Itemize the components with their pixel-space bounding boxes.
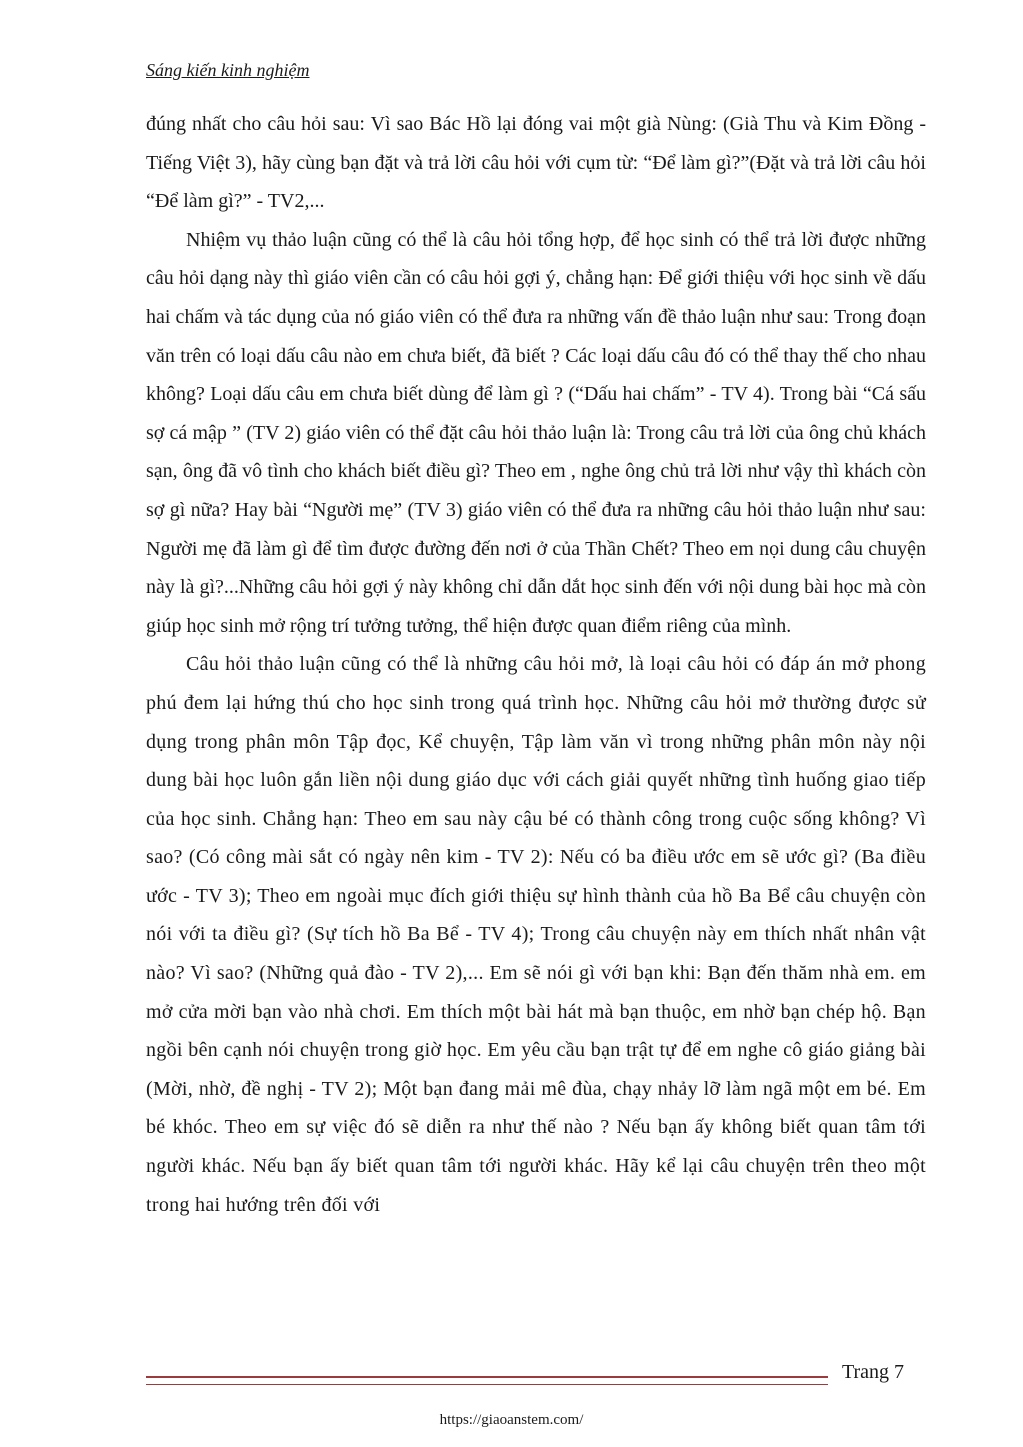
paragraph-3: Câu hỏi thảo luận cũng có thể là những câu hỏi mở, là loại câu hỏi có đáp án mở phong phú đem lại hứng thú cho học sinh trong quá trình học. Những câu hỏi mở thường được sử dụng trong phân môn Tập đọc, Kể chuyện, Tập làm văn vì trong những phân môn này nội dung bài học luôn gắn liền nội dung giáo dục với cách giải quyết những tình huống giao tiếp của học sinh. Chẳng hạn: Theo em sau này cậu bé có thành công trong cuộc sống không? Vì sao? (Có công mài sắt có ngày nên kim - TV 2): Nếu có ba điều ước em sẽ ước gì? (Ba điều ước - TV 3); Theo em ngoài mục đích giới thiệu sự hình thành của hồ Ba Bể câu chuyện còn nói với ta điều gì? (Sự tích hồ Ba Bể - TV 4); Trong câu chuyện này em thích nhất nhân vật nào? Vì sao? (Những quả đào - TV 2),... Em sẽ nói gì với bạn khi: Bạn đến thăm nhà em. em mở cửa mời bạn vào nhà chơi. Em thích một bài hát mà bạn thuộc, em nhờ bạn chép hộ. Bạn ngồi bên cạnh nói chuyện trong giờ học. Em yêu cầu bạn trật tự để em nghe cô giáo giảng bài (Mời, nhờ, đề nghị - TV 2); Một bạn đang mải mê đùa, chạy nhảy lỡ làm ngã một em bé. Em bé khóc. Theo em sự việc đó sẽ diễn ra như thế nào ? Nếu bạn ấy không biết quan tâm tới người khác. Nếu bạn ấy biết quan tâm tới người khác. Hãy kể lại câu chuyện trên theo một trong hai hướng trên đối với	[146, 653, 926, 1216]
paragraph-2: Nhiệm vụ thảo luận cũng có thể là câu hỏi tổng hợp, để học sinh có thể trả lời được những câu hỏi dạng này thì giáo viên cần có câu hỏi gợi ý, chẳng hạn: Để giới thiệu với học sinh về dấu hai chấm và tác dụng của nó giáo viên có thể đưa ra những vấn đề thảo luận như sau: Trong đoạn văn trên có loại dấu câu nào em chưa biết, đã biết ? Các loại dấu câu đó có thể thay thế cho nhau không? Loại dấu câu em chưa biết dùng để làm gì ? (“Dấu hai chấm” - TV 4). Trong bài “Cá sấu sợ cá mập ” (TV 2) giáo viên có thể đặt câu hỏi thảo luận là: Trong câu trả lời của ông chủ khách sạn, ông đã vô tình cho khách biết điều gì? Theo em , nghe ông chủ trả lời như vậy thì khách còn sợ gì nữa? Hay bài “Người mẹ” (TV 3) giáo viên có thể đưa ra những câu hỏi thảo luận như sau: Người mẹ đã làm gì để tìm được đường đến nơi ở của Thần Chết? Theo em nọi dung câu chuyện này là gì?...Những câu hỏi gợi ý này không chỉ dẫn dắt học sinh đến với nội dung bài học mà còn giúp học sinh mở rộng trí tưởng tưởng, thể hiện được quan điểm riêng của mình.	[146, 228, 926, 637]
paragraph-1: đúng nhất cho câu hỏi sau: Vì sao Bác Hồ lại đóng vai một già Nùng: (Già Thu và Kim Đồng - Tiếng Việt 3), hãy cùng bạn đặt và trả lời câu hỏi với cụm từ: “Để làm gì?”(Đặt và trả lời câu hỏi “Để làm gì?” - TV2,...	[146, 113, 926, 213]
body-text	[146, 105, 926, 1224]
footer-url[interactable]: https://giaoanstem.com/	[439, 1412, 584, 1428]
footer-divider	[146, 1376, 828, 1385]
header-title: Sáng kiến kinh nghiệm	[146, 60, 310, 80]
page-number: Trang 7	[842, 1361, 905, 1383]
